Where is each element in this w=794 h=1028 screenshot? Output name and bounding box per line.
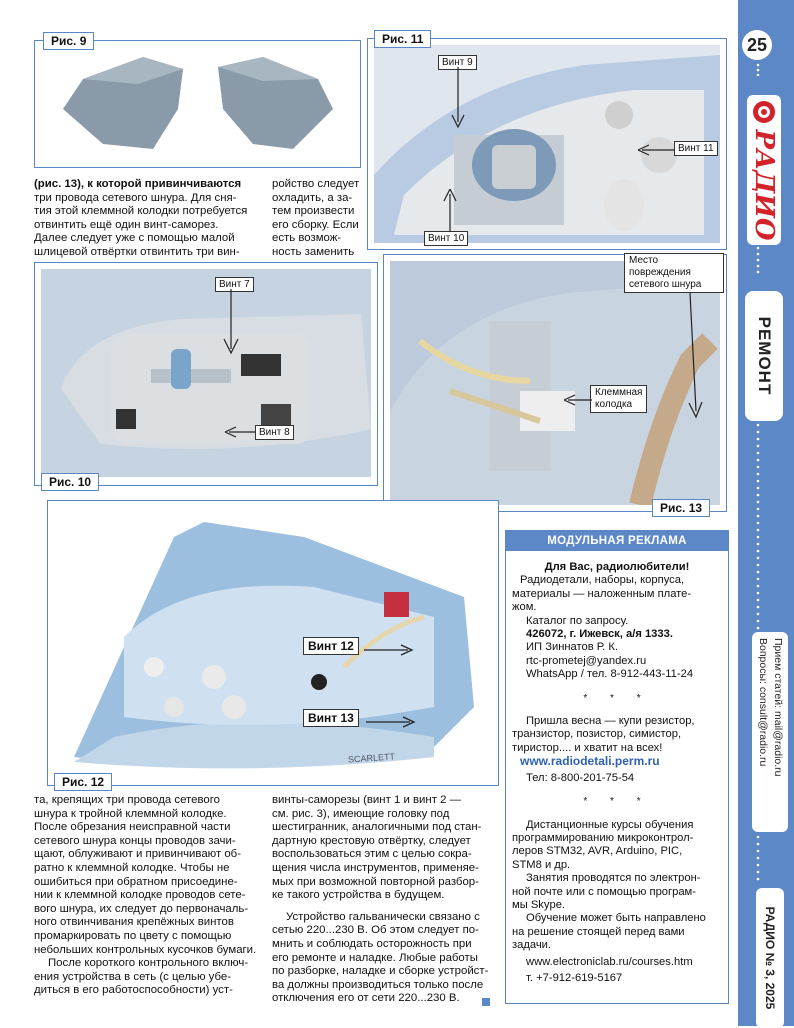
text-line: После обрезания неисправной части (34, 821, 231, 834)
figure-12-image (54, 507, 492, 779)
ad-address: 426072, г. Ижевск, а/я 1333. (526, 628, 673, 641)
text-top-col1 (34, 178, 258, 260)
text-line: ошибиться при обратном присоедине- (34, 875, 238, 888)
radio-logo-emblem-icon (751, 99, 777, 125)
dot-separator (748, 62, 768, 76)
text-line: шнура к тройной клеммной колодке. (34, 807, 227, 820)
text-line: мых при возможной повторной разбор- (272, 875, 479, 888)
text-line: дартную крестовую отвёртку, следует (272, 834, 471, 847)
figure-13-caption: Рис. 13 (652, 499, 710, 517)
figure-12-photo (54, 507, 492, 779)
label-vint-9: Винт 9 (438, 55, 477, 70)
text-line: Далее следует уже с помощью малой (34, 232, 235, 245)
label-vint-7: Винт 7 (215, 277, 254, 292)
logo-text: РАДИО (749, 129, 779, 241)
text-line: его ремонте и наладке. Любые работы (272, 951, 478, 964)
arrow-right-icon (366, 715, 416, 729)
text-line: та, крепящих три провода сетевого (34, 794, 220, 806)
ad-separator-stars: * * * (583, 796, 651, 808)
label-vint-10: Винт 10 (424, 231, 468, 246)
text-line: (рис. 13), к которой привинчиваются (34, 178, 242, 190)
text-line: вого шнура, их следует до первоначаль- (34, 902, 249, 915)
ad-line: материалы — наложенным плате- (512, 587, 692, 600)
ad-line: ИП Зиннатов Р. К. (526, 641, 618, 654)
figure-10-photo (41, 269, 371, 477)
ad-body (506, 551, 728, 985)
text-line: ения устройства в сеть (с целью убе- (34, 970, 231, 983)
page-number-badge (742, 30, 772, 60)
radio-logo (741, 95, 781, 245)
ad-line: Радиодетали, наборы, корпуса, (520, 574, 685, 587)
text-line: есть возмож- (272, 232, 342, 245)
text-line: отключения его от сети 220...230 В. (272, 992, 460, 1005)
figure-12 (47, 500, 499, 789)
ad-phone: Тел: 8-800-201-75-54 (526, 771, 635, 784)
issue-text: РАДИО № 3, 2025 (763, 906, 777, 1010)
ad-line: на решение стоящей перед вами (512, 925, 685, 938)
text-line: его сборку. Если (272, 218, 359, 231)
ad-line: Дистанционные курсы обучения (526, 818, 694, 831)
text-line: ного отвинчивания крепёжных винтов (34, 916, 234, 929)
label-vint-13: Винт 13 (303, 709, 359, 727)
ad-header: МОДУЛЬНАЯ РЕКЛАМА (506, 531, 728, 551)
text-line: три провода сетевого шнура. Для сня- (34, 191, 237, 204)
ad-line: тиристор.... и хватит на всех! (512, 741, 663, 754)
ad-separator-stars: * * * (583, 692, 651, 704)
text-line: После короткого контрольного включ- (48, 957, 249, 970)
text-line: ке такого устройства в будущем. (272, 889, 445, 902)
modular-ad-box (505, 530, 729, 1004)
text-line: ратно к клеммной колодке. Чтобы не (34, 861, 230, 874)
text-line: щения числа инструментов, применяе- (272, 861, 479, 874)
label-terminal-line2: колодка (595, 399, 633, 410)
ad-line: задачи. (512, 939, 552, 952)
arrow-down-icon (684, 293, 704, 423)
arrow-right-icon (364, 643, 414, 657)
text-line: воспользоваться этим с целью сокра- (272, 848, 472, 861)
text-line: тия этой клеммной колодки потребуется (34, 205, 248, 218)
brand-label: SCARLETT (347, 751, 396, 765)
label-damage-line2: повреждения (629, 267, 691, 278)
ad-phone: т. +7-912-619-5167 (526, 971, 623, 984)
ad-line: Пришла весна — купи резистор, (526, 715, 695, 728)
text-line: Устройство гальванически связано с (286, 910, 480, 923)
text-line: ность заменить (272, 245, 355, 258)
dot-separator (748, 420, 768, 640)
label-damage-line1: Место (629, 255, 659, 266)
text-line: см. рис. 3), имеющие головку под (272, 807, 450, 820)
arrow-left-icon (564, 393, 592, 407)
ad-phone: WhatsApp / тел. 8-912-443-11-24 (526, 668, 694, 681)
label-vint-8: Винт 8 (255, 425, 294, 440)
text-line: мнить и соблюдать осторожность при (272, 937, 472, 950)
text-line: ва должны производиться только после (272, 978, 484, 991)
text-line: промаркировать по цвету с помощью (34, 929, 232, 942)
text-line: сетью 220...230 В. Об этом следует по- (272, 924, 479, 937)
ad-line: программированию микроконтрол- (512, 831, 694, 844)
text-line: винты-саморезы (винт 1 и винт 2 — (272, 794, 461, 806)
ad-email[interactable]: rtc-prometej@yandex.ru (526, 654, 647, 667)
figure-11-caption: Рис. 11 (374, 30, 431, 48)
text-line: сетевого шнура концы проводов зачи- (34, 834, 236, 847)
arrow-left-icon (225, 425, 255, 439)
ad-block1-title: Для Вас, радиолюбители! (544, 561, 690, 573)
dot-separator (748, 238, 768, 278)
text-bottom-col2 (272, 794, 494, 1006)
text-line: диться в его работоспособности) уст- (34, 984, 233, 997)
text-line: шестигранник, аналогичными под стан- (272, 821, 482, 834)
figure-10-caption: Рис. 10 (41, 473, 99, 491)
section-label (739, 291, 783, 421)
text-top-col2 (272, 178, 364, 260)
label-damage-line3: сетевого шнура (629, 279, 702, 290)
ad-line: транзистор, позистор, симистор, (512, 728, 682, 741)
ad-line: Каталог по запросу. (526, 614, 629, 627)
arrow-up-icon (440, 189, 460, 231)
text-bottom-col1 (34, 794, 258, 998)
issue-label (748, 888, 784, 1028)
ad-line: STM8 и др. (512, 858, 571, 871)
section-title: РЕМОНТ (755, 316, 774, 396)
text-line: тем произвести (272, 205, 355, 218)
figure-13-image (390, 261, 720, 505)
figure-10 (34, 262, 378, 489)
text-line: шлицевой отвёртки отвинтить три вин- (34, 245, 240, 258)
dot-separator (748, 818, 768, 898)
end-of-article-marker (482, 998, 490, 1006)
ad-line: ной почте или с помощью програм- (512, 885, 696, 898)
page-sidebar (738, 0, 794, 1026)
figure-9-photo (43, 49, 353, 159)
contact-questions[interactable]: Вопросы: consult@radio.ru (757, 638, 769, 767)
figure-9-image (43, 49, 353, 159)
figure-13-photo (390, 261, 720, 505)
label-vint-11: Винт 11 (674, 141, 718, 156)
arrow-left-icon (638, 143, 674, 157)
text-line: охладить, а за- (272, 191, 353, 204)
figure-13 (383, 254, 727, 515)
label-damage-place (624, 253, 724, 293)
ad-line: Занятия проводятся по электрон- (526, 872, 701, 885)
text-line: по разборке, наладке и сборке устройст- (272, 965, 489, 978)
ad-line: жом. (512, 601, 537, 614)
arrow-down-icon (448, 67, 468, 137)
label-terminal-line1: Клеммная (595, 387, 643, 398)
page-number: 25 (746, 35, 768, 55)
text-line: небольших контрольных кусочков бумаги. (34, 943, 257, 956)
text-line: отвинтить ещё один винт-саморез. (34, 218, 219, 231)
ad-line: леров STM32, AVR, Arduino, PIC, (512, 845, 683, 858)
ad-line: мы Skype. (512, 898, 566, 911)
figure-10-image (41, 269, 371, 477)
text-line: ройство следует (272, 178, 360, 190)
text-line: нии к клеммной колодке проводов сете- (34, 889, 246, 902)
contact-articles[interactable]: Прием статей: mail@radio.ru (772, 638, 784, 777)
label-terminal-block (590, 385, 647, 413)
ad-line: Обучение может быть направлено (526, 912, 706, 925)
figure-12-caption: Рис. 12 (54, 773, 112, 791)
contacts-box (744, 632, 788, 832)
ad-link-radiodetali[interactable]: www.radiodetali.perm.ru (520, 754, 660, 769)
text-line: щают, облуживают и привинчивают об- (34, 848, 241, 861)
ad-link-electroniclab[interactable]: www.electroniclab.ru/courses.htm (526, 955, 693, 968)
figure-9-caption: Рис. 9 (43, 32, 94, 50)
label-vint-12: Винт 12 (303, 637, 359, 655)
arrow-down-icon (221, 289, 241, 359)
figure-9 (34, 34, 361, 168)
figure-11 (367, 32, 727, 250)
